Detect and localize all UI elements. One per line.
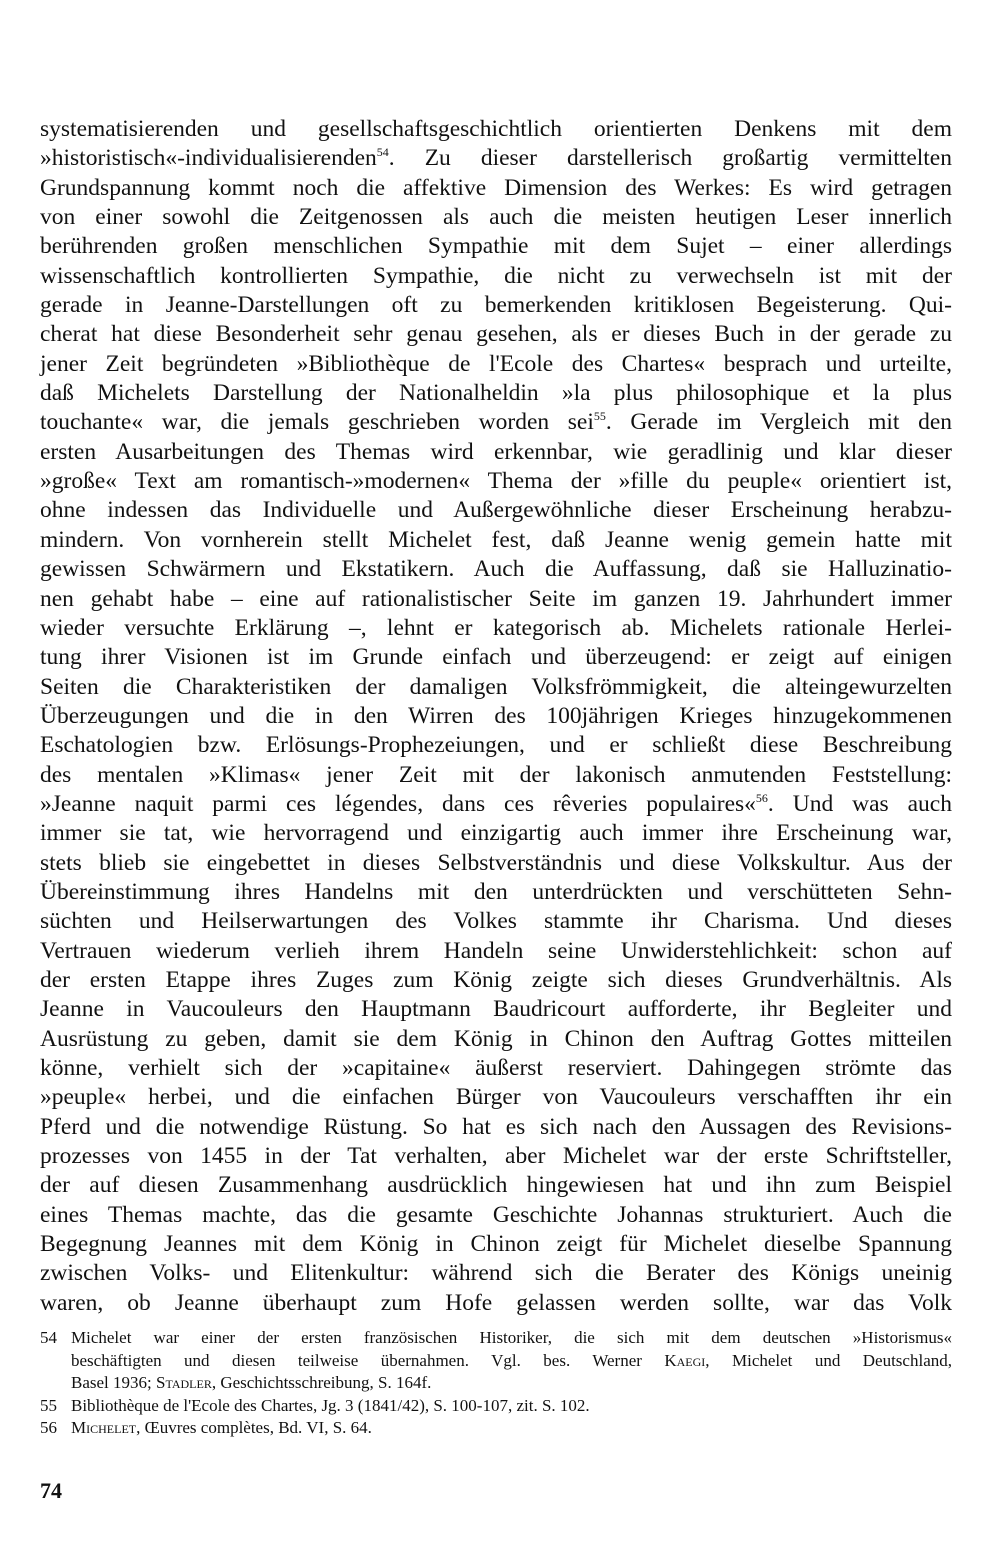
footnote-ref: 54 <box>376 145 389 160</box>
footnote-54 <box>40 1327 952 1350</box>
footnote-text: Basel 1936; <box>71 1373 152 1392</box>
footnote-text: Bibliothèque de l'Ecole des Chartes, Jg. 3 (1841/42), S. 100-107, zit. S. 102. <box>71 1395 590 1415</box>
footnote-number: 54 <box>40 1328 57 1347</box>
text-segment: »historistisch«-individualisierenden <box>40 145 377 172</box>
author-name: Stadler <box>156 1373 212 1392</box>
text-line: des mentalen »Klimas« jener Zeit mit der lakonisch anmutenden Feststellung: <box>40 761 952 788</box>
text-line: süchten und Heilserwartungen des Volkes stammte ihr Charisma. Und dieses <box>40 908 952 935</box>
text-line: ersten Ausarbeitungen des Themas wird erkennbar, wie geradlinig und klar dieser <box>40 438 952 465</box>
footnote-ref: 56 <box>755 790 768 805</box>
text-line: berührenden großen menschlichen Sympathie mit dem Sujet – einer allerdings <box>40 233 952 260</box>
text-line: Jeanne in Vaucouleurs den Hauptmann Baudricourt aufforderte, ihr Begleiter und <box>40 996 952 1023</box>
text-line: zwischen Volks- und Elitenkultur: während sich die Berater des Königs uneinig <box>40 1260 952 1287</box>
text-line: Ausrüstung zu geben, damit sie dem König in Chinon den Auftrag Gottes mitteilen <box>40 1025 952 1052</box>
text-line: cherat hat diese Besonderheit sehr genau gesehen, als er dieses Buch in der gerade zu <box>40 321 952 348</box>
footnote-text: Michelet war einer der ersten französischen Historiker, die sich mit dem deutschen »Historismus« <box>71 1328 952 1347</box>
text-line <box>40 790 952 819</box>
text-segment: touchante« war, die jemals geschrieben worden sei <box>40 409 594 436</box>
footnote-55 <box>40 1395 952 1418</box>
text-line: Übereinstimmung ihres Handelns mit den unterdrückten und verschütteten Sehn- <box>40 878 952 905</box>
page-number: 74 <box>40 1478 62 1503</box>
author-name: Kaegi <box>664 1350 706 1370</box>
text-line: prozesses von 1455 in der Tat verhalten, aber Michelet war der erste Schriftsteller, <box>40 1143 952 1170</box>
text-segment: . Zu dieser darstellerisch großartig vermittelten <box>388 145 952 172</box>
text-segment: . Gerade im Vergleich mit den <box>605 409 953 436</box>
text-segment: »Jeanne naquit parmi ces légendes, dans ces rêveries populaires« <box>40 790 756 817</box>
text-line: der auf diesen Zusammenhang ausdrücklich hingewiesen hat und ihn zum Beispiel <box>40 1172 952 1199</box>
main-text <box>40 115 952 1318</box>
footnote-54-cont <box>40 1350 952 1373</box>
text-line: könne, verhielt sich der »capitaine« äußerst reserviert. Dahingegen strömte das <box>40 1055 952 1081</box>
text-line: stets blieb sie eingebettet in dieses Selbstverständnis und diese Volkskultur. Aus der <box>40 849 952 876</box>
footnote-54-cont <box>40 1372 952 1395</box>
text-line <box>40 408 952 437</box>
text-line: wieder versuchte Erklärung –, lehnt er kategorisch ab. Michelets rationale Herlei- <box>40 614 952 641</box>
text-line: »große« Text am romantisch-»modernen« Thema der »fille du peuple« orientiert ist, <box>40 468 952 495</box>
text-line: nen gehabt habe – eine auf rationalistischer Seite im ganzen 19. Jahrhundert immer <box>40 585 952 612</box>
text-line: immer sie tat, wie hervorragend und einzigartig auch immer ihre Erscheinung war, <box>40 820 952 847</box>
text-line: von einer sowohl die Zeitgenossen als auch die meisten heutigen Leser innerlich <box>40 204 952 231</box>
text-line: ohne indessen das Individuelle und Außergewöhnliche dieser Erscheinung herabzu- <box>40 497 952 524</box>
footnote-number: 56 <box>40 1418 57 1437</box>
footnote-text: , Geschichtsschreibung, S. 164f. <box>211 1373 432 1392</box>
text-line: der ersten Etappe ihres Zuges zum König zeigte sich dieses Grundverhältnis. Als <box>40 966 952 993</box>
text-line: Vertrauen wiederum verlieh ihrem Handeln seine Unwiderstehlichkeit: schon auf <box>40 937 952 964</box>
text-line: systematisierenden und gesellschaftsgeschichtlich orientierten Denkens mit dem <box>40 116 952 142</box>
footnotes <box>40 1327 952 1440</box>
text-line: waren, ob Jeanne überhaupt zum Hofe gelassen werden sollte, war das Volk <box>40 1289 952 1316</box>
text-line: Seiten die Charakteristiken der damaligen Volksfrömmigkeit, die alteingewurzelten <box>40 673 952 700</box>
text-line: Überzeugungen und die in den Wirren des 100jährigen Krieges hinzugekommenen <box>40 702 952 729</box>
text-line: eines Themas machte, das die gesamte Geschichte Johannas strukturiert. Auch die <box>40 1201 952 1228</box>
footnote-number: 55 <box>40 1395 57 1415</box>
author-name: Michelet <box>71 1418 137 1437</box>
footnote-text: , Œuvres complètes, Bd. VI, S. 64. <box>136 1418 372 1437</box>
text-line: gerade in Jeanne-Darstellungen oft zu bemerkenden kritiklosen Begeisterung. Qui- <box>40 292 952 319</box>
text-line: gewissen Schwärmern und Ekstatikern. Auch die Auffassung, daß sie Halluzinatio- <box>40 556 952 583</box>
text-line: wissenschaftlich kontrollierten Sympathie, die nicht zu verwechseln ist mit der <box>40 262 952 289</box>
text-line <box>40 144 952 173</box>
text-line: Pferd und die notwendige Rüstung. So hat es sich nach den Aussagen des Revisions- <box>40 1113 952 1140</box>
footnote-56 <box>40 1417 952 1440</box>
footnote-ref: 55 <box>593 409 606 424</box>
text-line: Begegnung Jeannes mit dem König in Chinon zeigt für Michelet dieselbe Spannung <box>40 1231 952 1258</box>
text-segment: . Und was auch <box>767 790 952 817</box>
footnote-text: , Michelet und Deutschland, <box>705 1350 952 1370</box>
text-line: »peuple« herbei, und die einfachen Bürger von Vaucouleurs verschafften ihr ein <box>40 1084 952 1111</box>
text-line: Grundspannung kommt noch die affektive Dimension des Werkes: Es wird getragen <box>40 174 952 201</box>
text-line: jener Zeit begründeten »Bibliothèque de l'Ecole des Chartes« besprach und urteilte, <box>40 350 952 377</box>
footnote-text: beschäftigten und diesen teilweise übernahmen. Vgl. bes. Werner <box>71 1350 642 1370</box>
text-line: tung ihrer Visionen ist im Grunde einfach und überzeugend: er zeigt auf einigen <box>40 644 952 671</box>
text-line: daß Michelets Darstellung der Nationalheldin »la plus philosophique et la plus <box>40 380 952 407</box>
text-line: mindern. Von vornherein stellt Michelet fest, daß Jeanne wenig gemein hatte mit <box>40 526 952 553</box>
text-line: Eschatologien bzw. Erlösungs-Prophezeiungen, und er schließt diese Beschreibung <box>40 732 952 759</box>
